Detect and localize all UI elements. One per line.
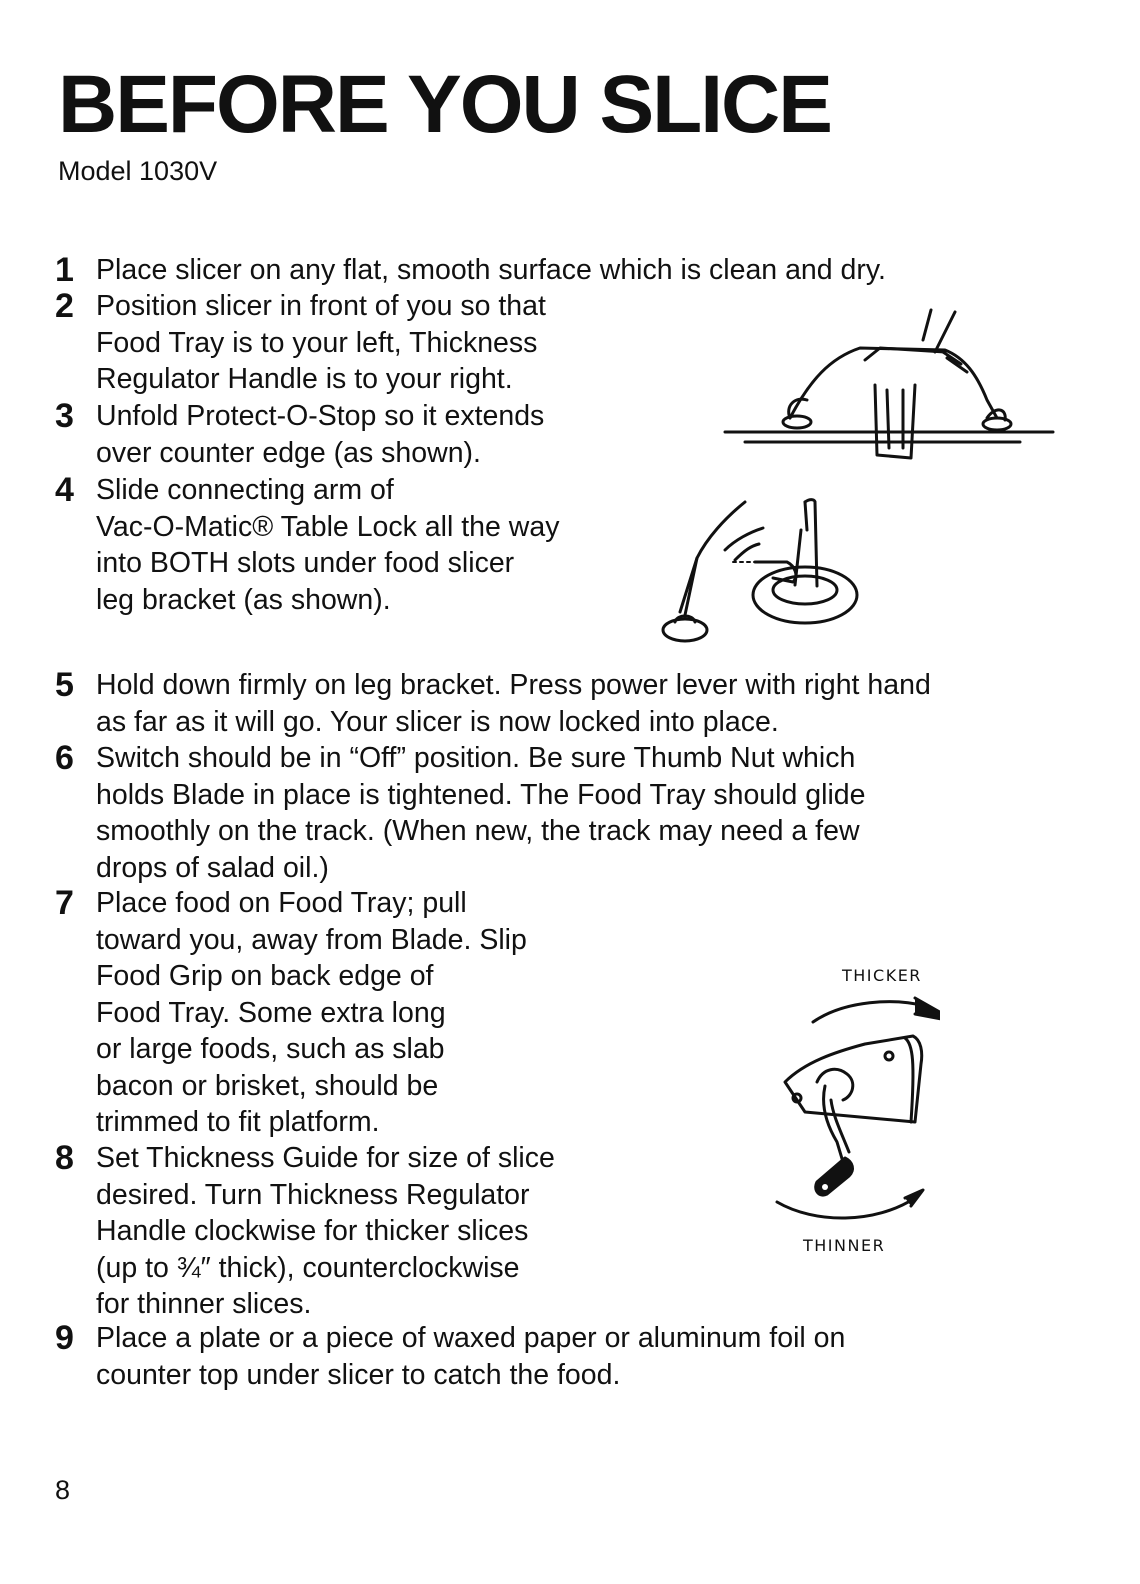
step-line: over counter edge (as shown).	[96, 436, 481, 469]
page-number: 8	[55, 1475, 71, 1505]
step-text	[96, 252, 886, 289]
step-line: into BOTH slots under food slicer	[96, 547, 515, 579]
step-line: as far as it will go. Your slicer is now locked into place.	[96, 705, 779, 738]
step-line: Vac-O-Matic® Table Lock all the way	[96, 510, 560, 543]
step-line: holds Blade in place is tightened. The Food Tray should glide	[96, 778, 866, 811]
step-number: 4	[55, 471, 74, 509]
step-number: 1	[55, 251, 74, 289]
step-line: Handle clockwise for thicker slices	[96, 1215, 529, 1247]
step-line: Switch should be in “Off” position. Be sure Thumb Nut which	[96, 742, 856, 774]
step-text	[96, 472, 559, 618]
step-line: drops of salad oil.)	[96, 851, 329, 884]
step-line: leg bracket (as shown).	[96, 583, 391, 616]
table-lock-illustration	[655, 490, 880, 655]
step-line: Food Grip on back edge of	[96, 960, 434, 992]
step-line: Regulator Handle is to your right.	[96, 363, 513, 395]
step-line: desired. Turn Thickness Regulator	[96, 1178, 530, 1211]
step-line: toward you, away from Blade. Slip	[96, 923, 527, 956]
step-line: Set Thickness Guide for size of slice	[96, 1142, 555, 1174]
step-line: for thinner slices.	[96, 1288, 312, 1320]
thinner-label: THINNER	[803, 1236, 886, 1255]
step-line: Food Tray is to your left, Thickness	[96, 326, 538, 359]
step-line: counter top under slicer to catch the food.	[96, 1358, 621, 1391]
step-number: 5	[55, 666, 74, 704]
step-text	[96, 288, 546, 398]
step-text	[96, 398, 544, 471]
step-line: Place food on Food Tray; pull	[96, 887, 467, 919]
step-line: Unfold Protect-O-Stop so it extends	[96, 400, 545, 432]
step-number: 7	[55, 884, 74, 922]
step-line: or large foods, such as slab	[96, 1033, 445, 1065]
slicer-leg-illustration	[715, 290, 1060, 470]
step-number: 9	[55, 1319, 74, 1357]
step-line: Hold down firmly on leg bracket. Press power lever with right hand	[96, 669, 931, 701]
model-subtitle: Model 1030V	[58, 156, 218, 186]
thicker-label: THICKER	[842, 966, 922, 985]
step-line: Slide connecting arm of	[96, 474, 394, 506]
step-line: (up to ¾″ thick), counterclockwise	[96, 1251, 520, 1284]
page-title: BEFORE YOU SLICE	[58, 59, 831, 150]
thickness-regulator-illustration	[765, 992, 940, 1227]
step-text	[96, 667, 931, 740]
step-line: smoothly on the track. (When new, the track may need a few	[96, 815, 860, 847]
step-number: 6	[55, 739, 74, 777]
step-line: Place a plate or a piece of waxed paper or aluminum foil on	[96, 1322, 846, 1354]
step-line: Place slicer on any flat, smooth surface which is clean and dry.	[96, 254, 886, 286]
step-text	[96, 1140, 555, 1323]
step-text	[96, 740, 865, 886]
step-number: 3	[55, 397, 74, 435]
step-line: trimmed to fit platform.	[96, 1106, 380, 1138]
step-line: Position slicer in front of you so that	[96, 290, 546, 322]
step-number: 8	[55, 1139, 74, 1177]
step-number: 2	[55, 287, 74, 325]
step-line: bacon or brisket, should be	[96, 1069, 439, 1102]
step-text	[96, 885, 527, 1141]
step-line: Food Tray. Some extra long	[96, 996, 446, 1029]
step-text	[96, 1320, 845, 1393]
